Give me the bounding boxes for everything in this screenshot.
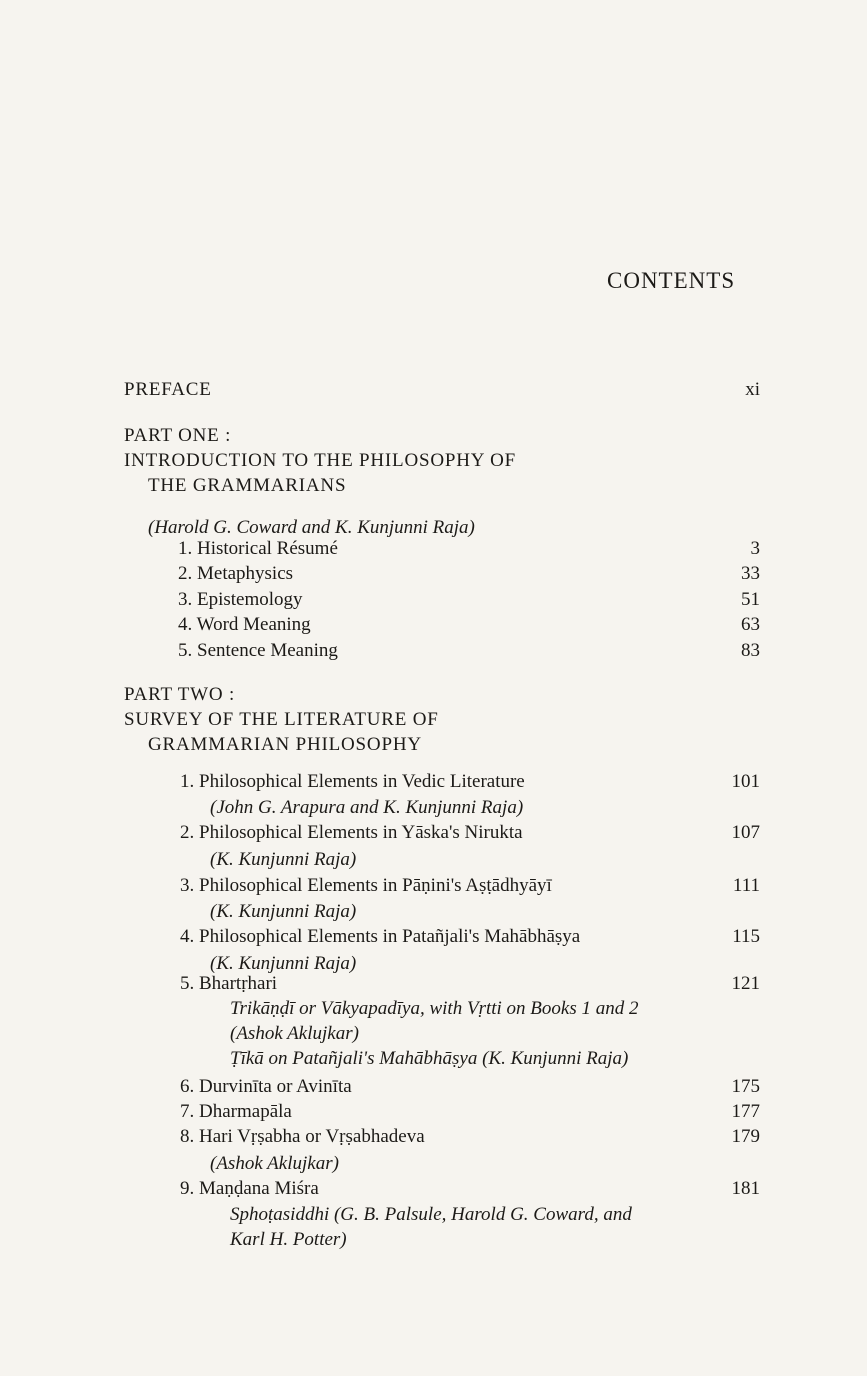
toc-page: 121 bbox=[731, 973, 760, 994]
toc-label: 4. Philosophical Elements in Patañjali's Mahābhāṣya bbox=[180, 926, 581, 947]
toc-label: 7. Dharmapāla bbox=[180, 1101, 292, 1122]
toc-label: 9. Maṇḍana Miśra bbox=[180, 1178, 319, 1199]
authors: (John G. Arapura and K. Kunjunni Raja) bbox=[210, 797, 524, 818]
part-title: GRAMMARIAN PHILOSOPHY bbox=[148, 734, 422, 755]
toc-page: 63 bbox=[741, 614, 760, 635]
part-title: THE GRAMMARIANS bbox=[148, 475, 347, 496]
part-heading: PART ONE : bbox=[124, 425, 232, 446]
toc-page: 111 bbox=[732, 875, 760, 896]
toc-page: 179 bbox=[731, 1126, 760, 1147]
authors: (K. Kunjunni Raja) bbox=[210, 849, 357, 870]
authors: (K. Kunjunni Raja) bbox=[210, 953, 357, 974]
toc-page: 3 bbox=[750, 538, 760, 559]
toc-label: 4. Word Meaning bbox=[178, 614, 311, 635]
toc-page: 107 bbox=[731, 822, 760, 843]
authors: Karl H. Potter) bbox=[230, 1229, 347, 1250]
authors: (Ashok Aklujkar) bbox=[230, 1023, 359, 1044]
authors: (Harold G. Coward and K. Kunjunni Raja) bbox=[148, 517, 475, 538]
authors: (Ashok Aklujkar) bbox=[210, 1153, 339, 1174]
toc-label: 8. Hari Vṛṣabha or Vṛṣabhadeva bbox=[180, 1126, 425, 1147]
toc-page: 51 bbox=[741, 589, 760, 610]
work-title: Sphoṭasiddhi (G. B. Palsule, Harold G. Coward, and bbox=[230, 1204, 632, 1225]
work-title: Ṭīkā on Patañjali's Mahābhāṣya (K. Kunjunni Raja) bbox=[230, 1048, 629, 1069]
toc-label: 1. Historical Résumé bbox=[178, 538, 338, 559]
toc-page: 115 bbox=[732, 926, 760, 947]
toc-page: 83 bbox=[741, 640, 760, 661]
toc-label: 2. Metaphysics bbox=[178, 563, 294, 584]
toc-label: 2. Philosophical Elements in Yāska's Nirukta bbox=[180, 822, 523, 843]
toc-page: 101 bbox=[731, 771, 760, 792]
work-title: Trikāṇḍī or Vākyapadīya, with Vṛtti on Books 1 and 2 bbox=[230, 998, 639, 1019]
authors: (K. Kunjunni Raja) bbox=[210, 901, 357, 922]
toc-label: 5. Bhartṛhari bbox=[180, 973, 278, 994]
toc-page: 177 bbox=[731, 1101, 760, 1122]
toc-page: 181 bbox=[731, 1178, 760, 1199]
toc-label: 3. Epistemology bbox=[178, 589, 303, 610]
part-title: SURVEY OF THE LITERATURE OF bbox=[124, 709, 439, 730]
toc-page: 175 bbox=[731, 1076, 760, 1097]
toc-label: 6. Durvinīta or Avinīta bbox=[180, 1076, 352, 1097]
toc-label: 1. Philosophical Elements in Vedic Literature bbox=[180, 771, 525, 792]
toc-label: 3. Philosophical Elements in Pāṇini's Aṣṭādhyāyī bbox=[180, 875, 552, 896]
toc-label: 5. Sentence Meaning bbox=[178, 640, 338, 661]
page-title: CONTENTS bbox=[607, 268, 736, 293]
part-heading: PART TWO : bbox=[124, 684, 236, 705]
toc-label: PREFACE bbox=[124, 379, 212, 400]
toc-page: xi bbox=[745, 379, 760, 400]
part-title: INTRODUCTION TO THE PHILOSOPHY OF bbox=[124, 450, 516, 471]
toc-page: 33 bbox=[741, 563, 760, 584]
